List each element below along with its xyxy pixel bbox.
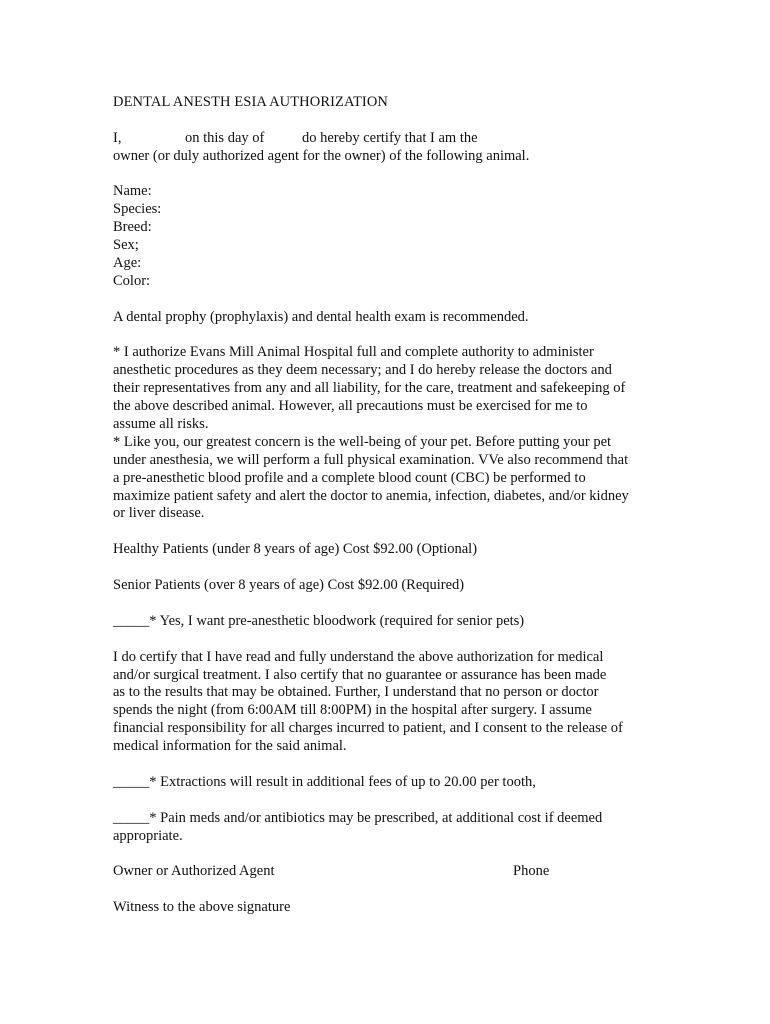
certify-do-hereby: do hereby certify that I am the (302, 129, 478, 146)
paragraph-line: appropriate. (113, 827, 183, 844)
paragraph-line: under anesthesia, we will perform a full physical examination. VVe also recommend that (113, 451, 629, 468)
senior-patients-cost: Senior Patients (over 8 years of age) Cost $92.00 (Required) (113, 577, 465, 594)
field-sex-label: Sex; (113, 237, 139, 254)
signature-row (113, 863, 673, 881)
paragraph-line: assume all risks. (113, 416, 209, 433)
paragraph-line: medical information for the said animal. (113, 738, 347, 755)
paragraph-line: * I authorize Evans Mill Animal Hospital full and complete authority to administer (113, 344, 594, 361)
field-species-label: Species: (113, 201, 162, 218)
animal-fields (113, 183, 673, 290)
paragraph-line: * Like you, our greatest concern is the well-being of your pet. Before putting your pet (113, 433, 612, 450)
healthy-patients-cost: Healthy Patients (under 8 years of age) Cost $92.00 (Optional) (113, 541, 478, 558)
paragraph-line: maximize patient safety and alert the doctor to anemia, infection, diabetes, and/or kidney (113, 487, 629, 504)
paragraph-line: anesthetic procedures as they deem necessary; and I do hereby release the doctors and (113, 362, 612, 379)
phone-label: Phone (513, 863, 550, 880)
field-age-label: Age: (113, 255, 142, 272)
field-name-label: Name: (113, 183, 152, 200)
paragraph-line: spends the night (from 6:00AM till 8:00PM) in the hospital after surgery. I assume (113, 702, 592, 719)
certify-paragraph (113, 649, 673, 756)
paragraph-line: a pre-anesthetic blood profile and a complete blood count (CBC) be performed to (113, 469, 586, 486)
field-breed-label: Breed: (113, 219, 152, 236)
authorization-paragraph (113, 344, 673, 523)
paragraph-line: I do certify that I have read and fully understand the above authorization for medical (113, 648, 604, 665)
bloodwork-option: _____* Yes, I want pre-anesthetic bloodwork (required for senior pets) (113, 612, 525, 629)
recommendation-text: A dental prophy (prophylaxis) and dental health exam is recommended. (113, 308, 529, 325)
paragraph-line: _____* Pain meds and/or antibiotics may be prescribed, at additional cost if deemed (113, 809, 603, 826)
pain-meds-option (113, 810, 673, 846)
extractions-option: _____* Extractions will result in additional fees of up to 20.00 per tooth, (113, 773, 536, 790)
paragraph-line: the above described animal. However, all precautions must be exercised for me to (113, 398, 588, 415)
certification-statement-line-2: owner (or duly authorized agent for the owner) of the following animal. (113, 147, 530, 164)
owner-agent-label: Owner or Authorized Agent (113, 863, 275, 880)
certify-i: I, (113, 129, 122, 146)
certification-statement-line-1 (113, 130, 673, 148)
paragraph-line: their representatives from any and all liability, for the care, treatment and safekeeping of (113, 380, 626, 397)
document-page (113, 94, 673, 917)
paragraph-line: as to the results that may be obtained. Further, I understand that no person or doctor (113, 684, 599, 701)
paragraph-line: and/or surgical treatment. I also certify that no guarantee or assurance has been made (113, 666, 607, 683)
certify-on-this-day-of: on this day of (185, 129, 265, 146)
field-color-label: Color: (113, 272, 151, 289)
paragraph-line: or liver disease. (113, 505, 205, 522)
paragraph-line: financial responsibility for all charges incurred to patient, and I consent to the release of (113, 720, 623, 737)
document-title: DENTAL ANESTH ESIA AUTHORIZATION (113, 94, 388, 110)
witness-label: Witness to the above signature (113, 899, 291, 916)
